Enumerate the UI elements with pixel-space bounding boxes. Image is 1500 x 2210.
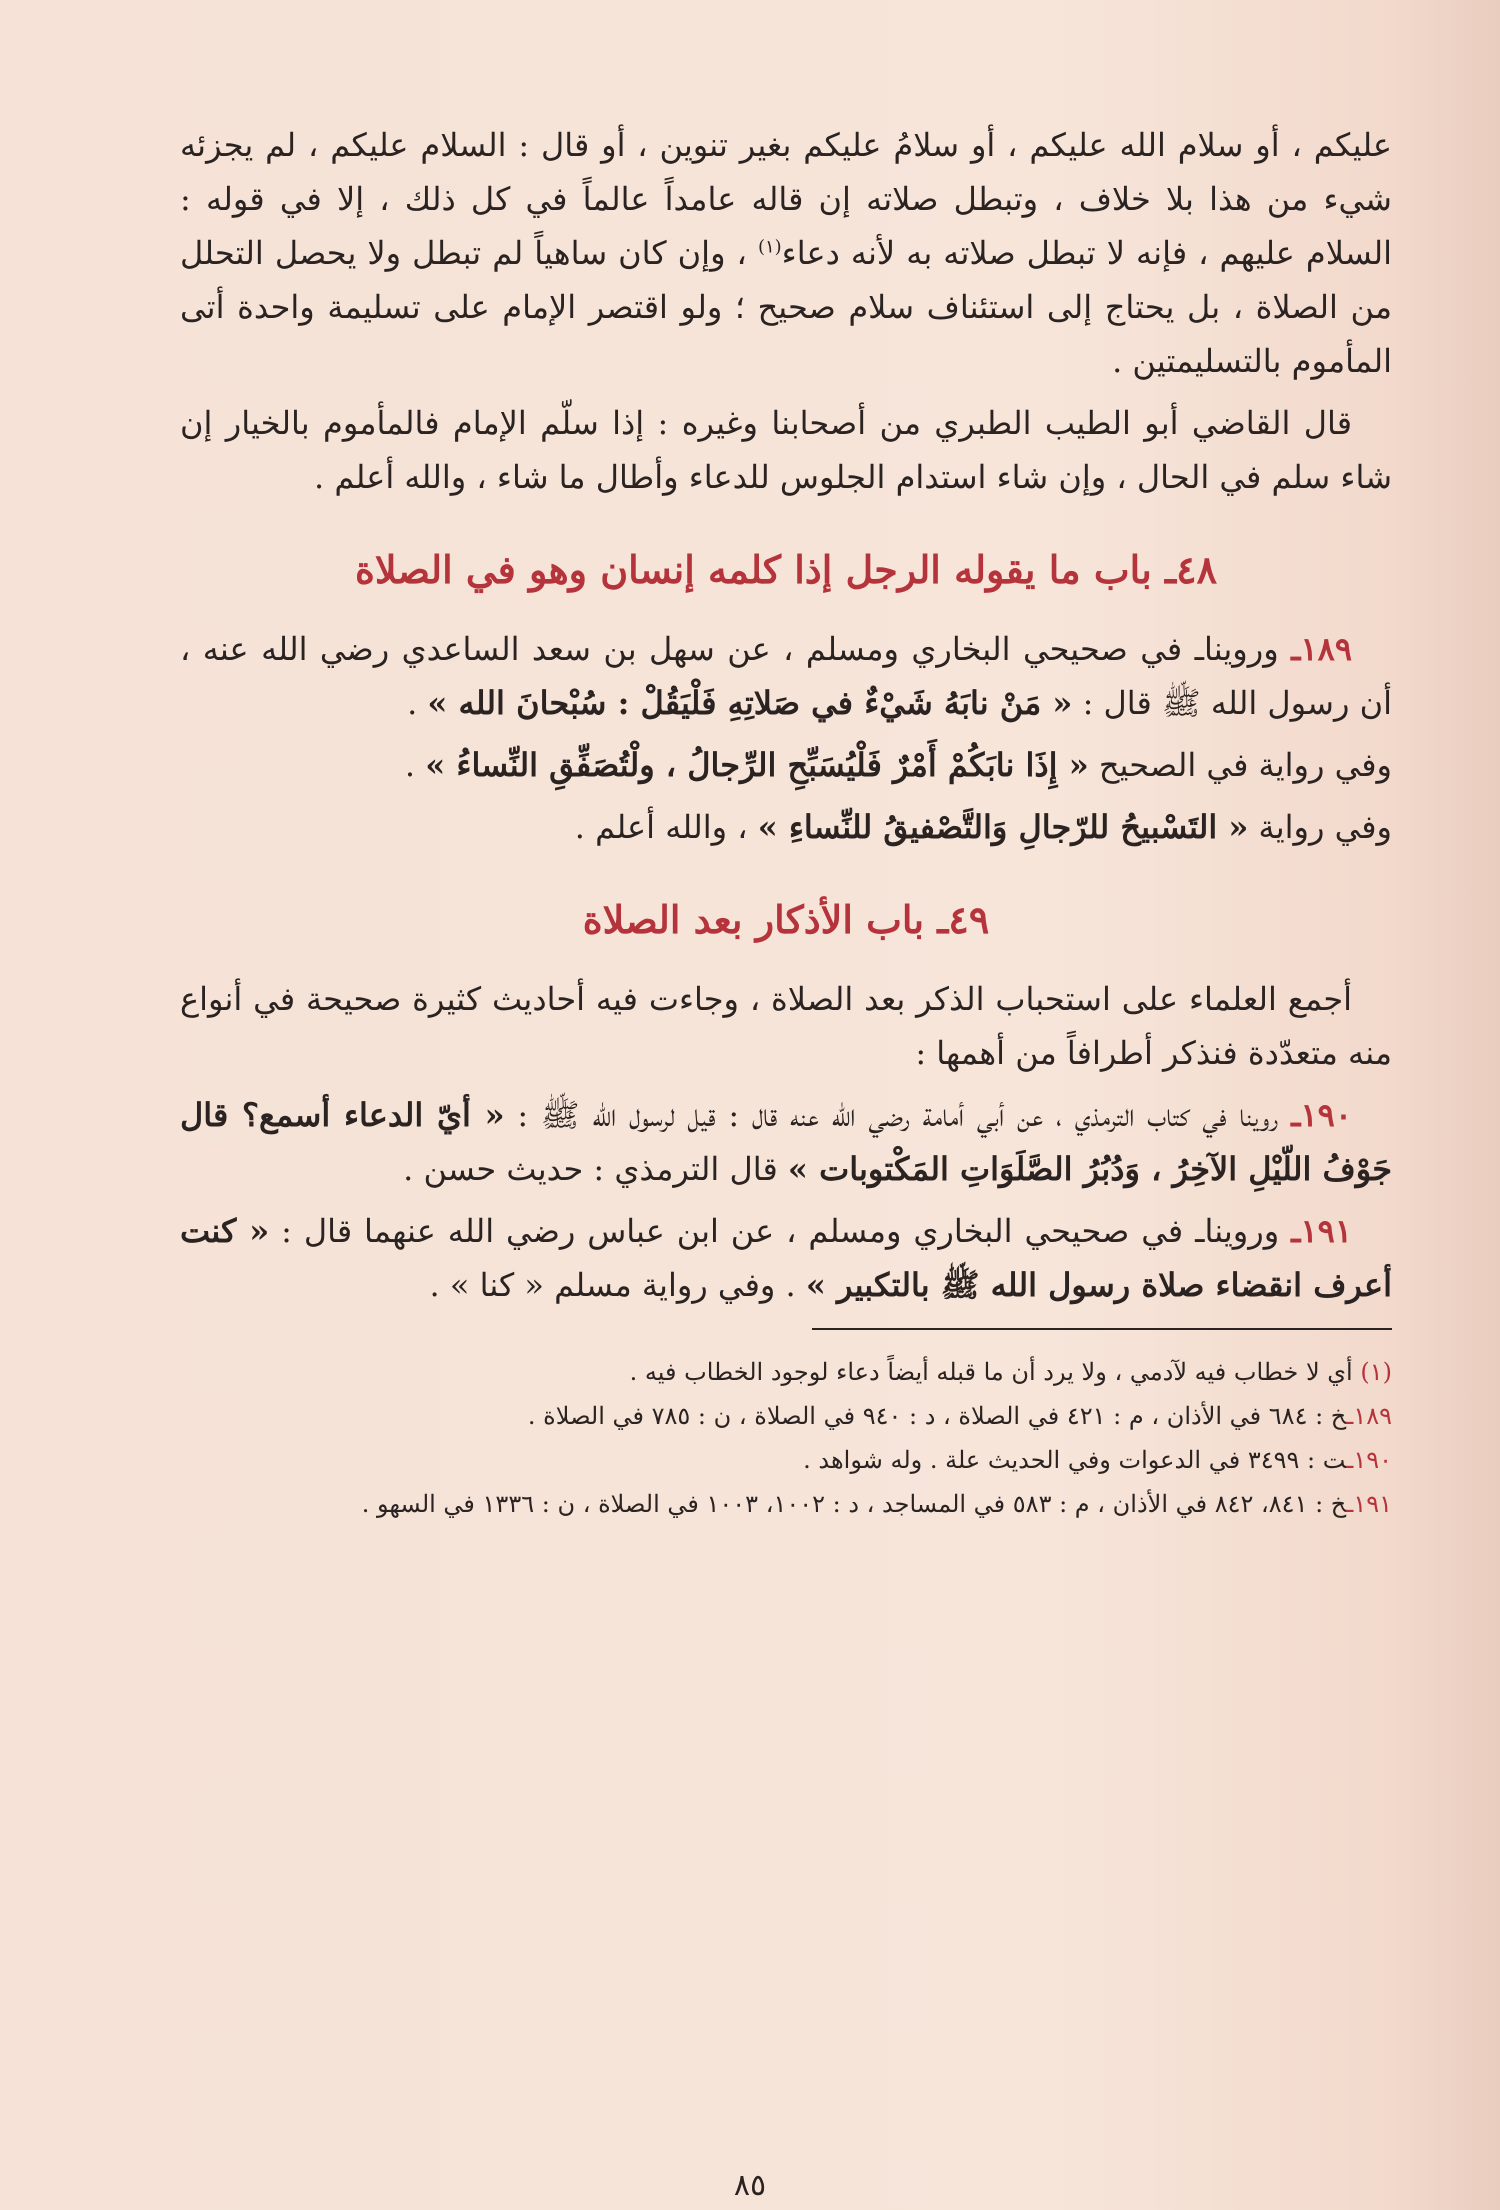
paragraph-qadi: قال القاضي أبو الطيب الطبري من أصحابنا وغيره : إذا سلّم الإمام فالمأموم بالخيار إن شاء سلم في الحال ، وإن شاء استدام الجلوس للدعاء وأطال ما شاء ، والله أعلم . [180,404,1392,496]
riwaya-1-end: . [404,746,416,784]
hadith-190-quote: « أيّ الدعاء أسمع؟ قال جَوْفُ اللّيْلِ الآخِرُ ، وَدُبُرُ الصَّلَوَاتِ المَكْتوبات » [180,1096,1392,1188]
footnote-1-text: أي لا خطاب فيه لآدمي ، ولا يرد أن ما قبله أيضاً دعاء لوجود الخطاب فيه . [629,1358,1353,1386]
footnote-1 [180,1352,1392,1392]
hadith-191-text: ورويناـ في صحيحي البخاري ومسلم ، عن ابن عباس رضي الله عنهما قال : [281,1212,1280,1250]
footnote-189-number: ١٨٩ـ [1346,1402,1392,1430]
paragraph-salam [180,118,1392,388]
hadith-189-end: . [407,684,418,722]
footnote-divider [812,1328,1392,1330]
hadith-190-end: قال الترمذي : حديث حسن . [403,1150,778,1188]
page-number: ٨٥ [733,2168,767,2203]
footnote-191 [180,1484,1392,1524]
footnote-191-text: خ : ٨٤١، ٨٤٢ في الأذان ، م : ٥٨٣ في المساجد ، د : ١٠٠٢، ١٠٠٣ في الصلاة ، ن : ١٣٣٦ في السهو . [361,1490,1347,1518]
riwaya-2 [180,800,1392,854]
section-48-heading: ٤٨ـ باب ما يقوله الرجل إذا كلمه إنسان وهو في الصلاة [355,547,1217,592]
paragraph-salam-text: عليكم ، أو سلام الله عليكم ، أو سلامُ عليكم بغير تنوين ، أو قال : السلام عليكم ، لم يجزئه شيء من هذا بلا خلاف ، وتبطل صلاته إن قاله عامداً عالماً في كل ذلك ، إلا في قوله : السلام عليهم ، فإنه لا تبطل صلاته به لأنه دعاء [180,126,1393,272]
riwaya-1-quote: « إِذَا نابَكُمْ أَمْرٌ فَلْيُسَبِّحِ الرِّجالُ ، ولْتُصَفِّقِ النِّساءُ » [425,746,1089,784]
footnote-ref-1[interactable]: (١) [757,236,782,258]
hadith-191-quote: « كنت أعرف انقضاء صلاة رسول الله ﷺ بالتكبير » [180,1212,1392,1304]
paragraph-salam-end: ، وإن كان ساهياً لم تبطل ولا يحصل التحلل من الصلاة ، بل يحتاج إلى استئناف سلام صحيح ؛ ولو اقتصر الإمام على تسليمة واحدة أتى المأموم بالتسليمتين . [180,234,1392,380]
footnote-190-text: ت : ٣٤٩٩ في الدعوات وفي الحديث علة . وله شواهد . [803,1446,1347,1474]
hadith-191 [180,1204,1392,1312]
riwaya-1 [180,738,1392,792]
hadith-189-text: ورويناـ في صحيحي البخاري ومسلم ، عن سهل بن سعد الساعدي رضي الله عنه ، أن رسول الله ﷺ قال : [180,630,1392,722]
riwaya-2-quote: « التَسْبيحُ للرّجالِ وَالتَّصْفيقُ للنِّساءِ » [757,808,1249,846]
hadith-189-number: ١٨٩ـ [1291,630,1353,668]
hadith-189 [180,622,1392,730]
hadith-189-quote: « مَنْ نابَهُ شَيْءٌ في صَلاتِهِ فَلْيَقُلْ : سُبْحانَ الله » [427,684,1073,722]
hadith-190 [180,1088,1392,1196]
footnote-190-number: ١٩٠ـ [1346,1446,1392,1474]
section-49-heading: ٤٩ـ باب الأذكار بعد الصلاة [582,897,990,942]
hadith-191-number: ١٩١ـ [1291,1212,1353,1250]
footnote-189 [180,1396,1392,1436]
footnote-191-number: ١٩١ـ [1346,1490,1392,1518]
text-column [180,118,1392,1528]
hadith-190-number: ١٩٠ـ [1291,1096,1353,1134]
footnote-189-text: خ : ٦٨٤ في الأذان ، م : ٤٢١ في الصلاة ، د : ٩٤٠ في الصلاة ، ن : ٧٨٥ في الصلاة . [527,1402,1347,1430]
section-49-intro: أجمع العلماء على استحباب الذكر بعد الصلاة ، وجاءت فيه أحاديث كثيرة صحيحة في أنواع منه متعدّدة فنذكر أطرافاً من أهمها : [180,980,1392,1072]
riwaya-2-prefix: وفي رواية [1258,808,1392,846]
footnote-1-number: (١) [1360,1358,1392,1386]
hadith-191-end: . وفي رواية مسلم « كنا » . [429,1266,796,1304]
hadith-190-text: روينا في كتاب الترمذي ، عن أبي أمامة رضي الله عنه قال : قيل لرسول الله ﷺ : [517,1096,1279,1134]
riwaya-1-prefix: وفي رواية في الصحيح [1098,746,1392,784]
riwaya-2-end: ، والله أعلم . [574,808,748,846]
footnote-190 [180,1440,1392,1480]
